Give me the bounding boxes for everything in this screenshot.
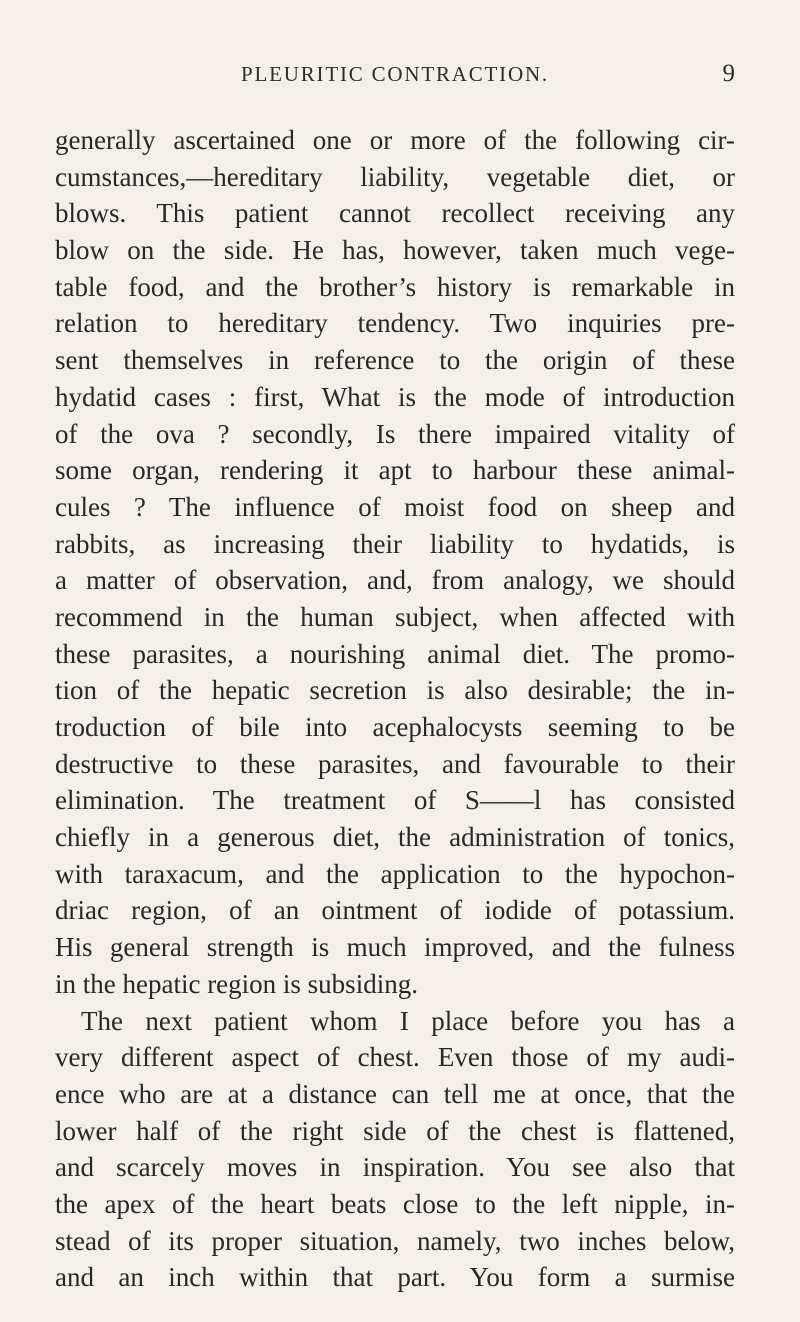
text-line: elimination. The treatment of S——l has consisted — [55, 785, 735, 816]
text-line: rabbits, as increasing their liability to hydatids, is — [55, 528, 735, 559]
text-line: blow on the side. He has, however, taken much vege- — [55, 235, 735, 266]
text-line: cules ? The influence of moist food on sheep and — [55, 491, 735, 522]
text-line: table food, and the brother’s history is remarkable in — [55, 271, 735, 302]
text-line: recommend in the human subject, when affected with — [55, 601, 735, 632]
text-line: sent themselves in reference to the origin of these — [55, 345, 735, 376]
text-line: a matter of observation, and, from analogy, we should — [55, 565, 735, 596]
text-line: ence who are at a distance can tell me at once, that the — [55, 1078, 735, 1109]
text-line: driac region, of an ointment of iodide of potassium. — [55, 895, 735, 926]
text-line: destructive to these parasites, and favourable to their — [55, 748, 735, 779]
text-line: these parasites, a nourishing animal diet. The promo- — [55, 638, 735, 669]
text-line: cumstances,—hereditary liability, vegetable diet, or — [55, 161, 735, 192]
text-line: His general strength is much improved, and the fulness — [55, 932, 735, 963]
text-line: of the ova ? secondly, Is there impaired vitality of — [55, 418, 735, 449]
page-number: 9 — [722, 60, 735, 87]
text-line: in the hepatic region is subsiding. — [55, 968, 418, 999]
text-line: some organ, rendering it apt to harbour these animal- — [55, 455, 735, 486]
text-line: and scarcely moves in inspiration. You see also that — [55, 1152, 735, 1183]
text-line: The next patient whom I place before you has a — [81, 1005, 735, 1036]
text-line: blows. This patient cannot recollect receiving any — [55, 198, 735, 229]
text-line: lower half of the right side of the chest is flattened, — [55, 1115, 735, 1146]
text-line: troduction of bile into acephalocysts seeming to be — [55, 712, 735, 742]
text-line: and an inch within that part. You form a surmise — [55, 1262, 735, 1293]
text-line: stead of its proper situation, namely, two inches below, — [55, 1225, 735, 1256]
text-line: very different aspect of chest. Even those of my audi- — [55, 1042, 735, 1073]
running-title: PLEURITIC CONTRACTION. — [241, 62, 549, 86]
running-header — [55, 62, 735, 92]
text-line: generally ascertained one or more of the following cir- — [55, 125, 735, 155]
text-line: tion of the hepatic secretion is also desirable; the in- — [55, 675, 735, 706]
text-line: with taraxacum, and the application to the hypochon- — [55, 858, 735, 889]
body-text — [55, 122, 735, 1296]
text-line: the apex of the heart beats close to the left nipple, in- — [55, 1188, 735, 1219]
text-line: relation to hereditary tendency. Two inquiries pre- — [55, 308, 735, 339]
text-line: hydatid cases : first, What is the mode of introduction — [55, 381, 735, 412]
text-line: chiefly in a generous diet, the administration of tonics, — [55, 822, 735, 853]
